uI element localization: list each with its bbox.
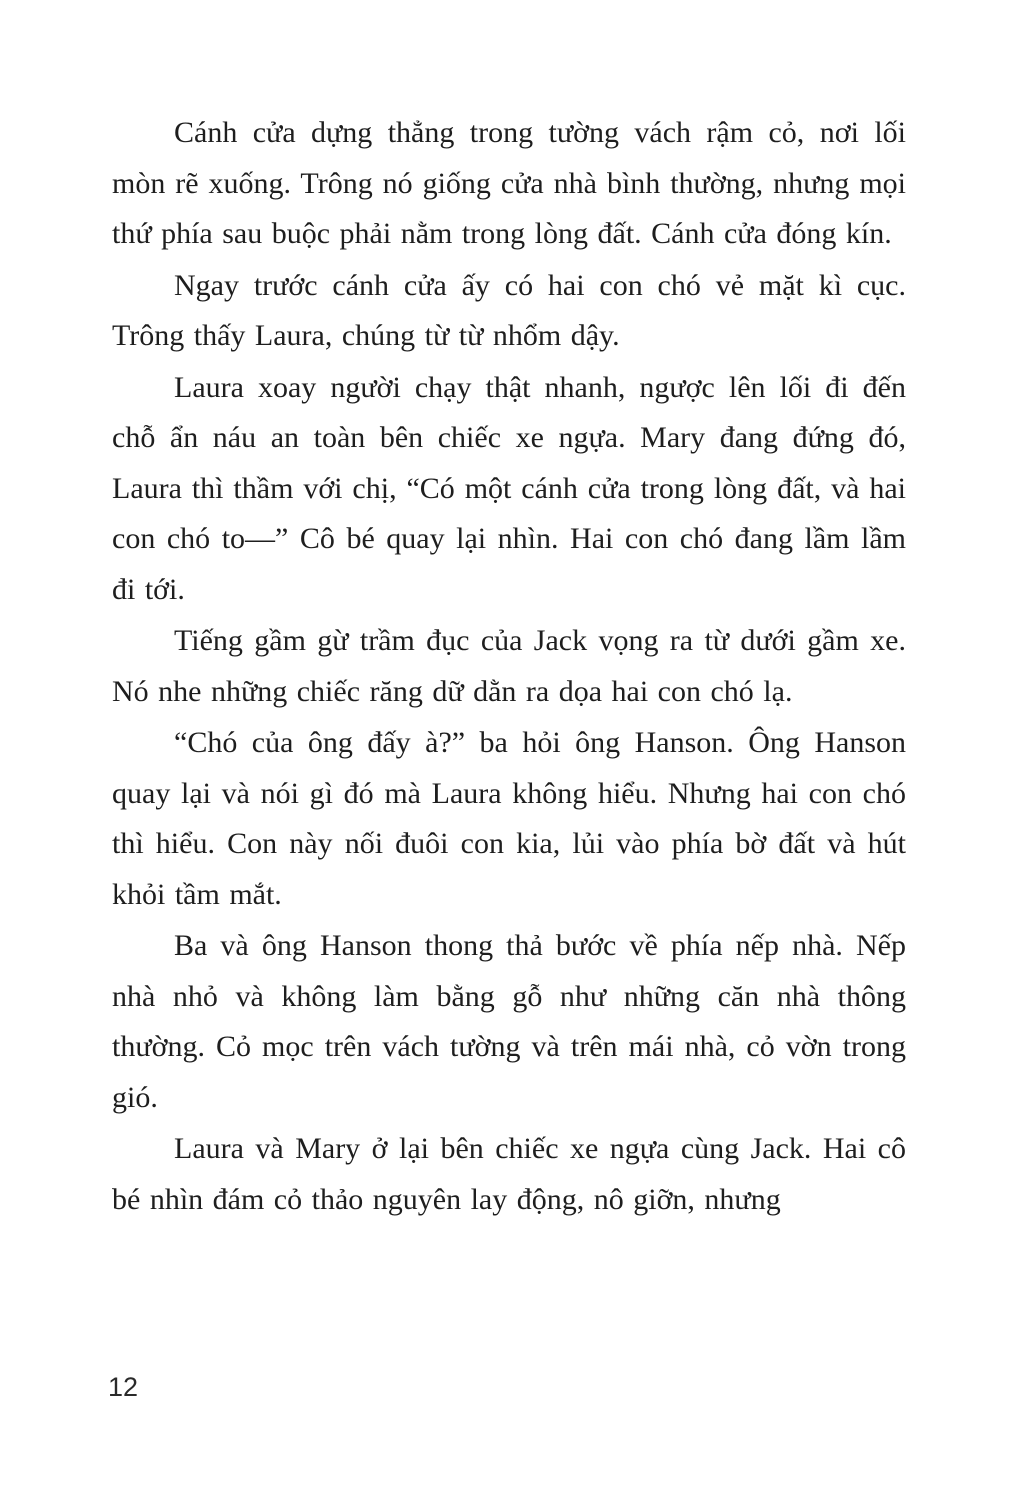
paragraph: Laura xoay người chạy thật nhanh, ngược lên lối đi đến chỗ ẩn náu an toàn bên chiếc xe ngựa. Mary đang đứng đó, Laura thì thầm với chị, “Có một cánh cửa trong lòng đất, và hai con chó to—” Cô bé quay lại nhìn. Hai con chó đang lầm lầm đi tới. <box>112 370 906 606</box>
paragraph: Ngay trước cánh cửa ấy có hai con chó vẻ mặt kì cục. Trông thấy Laura, chúng từ từ nhổm dậy. <box>112 268 906 352</box>
body-text <box>112 108 906 1226</box>
paragraph: “Chó của ông đấy à?” ba hỏi ông Hanson. Ông Hanson quay lại và nói gì đó mà Laura không hiểu. Nhưng hai con chó thì hiểu. Con này nối đuôi con kia, lủi vào phía bờ đất và hút khỏi tầm mắt. <box>112 726 906 911</box>
paragraph: Cánh cửa dựng thẳng trong tường vách rậm cỏ, nơi lối mòn rẽ xuống. Trông nó giống cửa nhà bình thường, nhưng mọi thứ phía sau buộc phải nằm trong lòng đất. Cánh cửa đóng kín. <box>112 116 906 250</box>
paragraph: Laura và Mary ở lại bên chiếc xe ngựa cùng Jack. Hai cô bé nhìn đám cỏ thảo nguyên lay động, nô giỡn, nhưng <box>112 1132 906 1216</box>
paragraph: Ba và ông Hanson thong thả bước về phía nếp nhà. Nếp nhà nhỏ và không làm bằng gỗ như những căn nhà thông thường. Cỏ mọc trên vách tường và trên mái nhà, cỏ vờn trong gió. <box>112 929 906 1114</box>
page-number: 12 <box>108 1372 139 1402</box>
paragraph: Tiếng gầm gừ trầm đục của Jack vọng ra từ dưới gầm xe. Nó nhe những chiếc răng dữ dằn ra dọa hai con chó lạ. <box>112 624 906 708</box>
